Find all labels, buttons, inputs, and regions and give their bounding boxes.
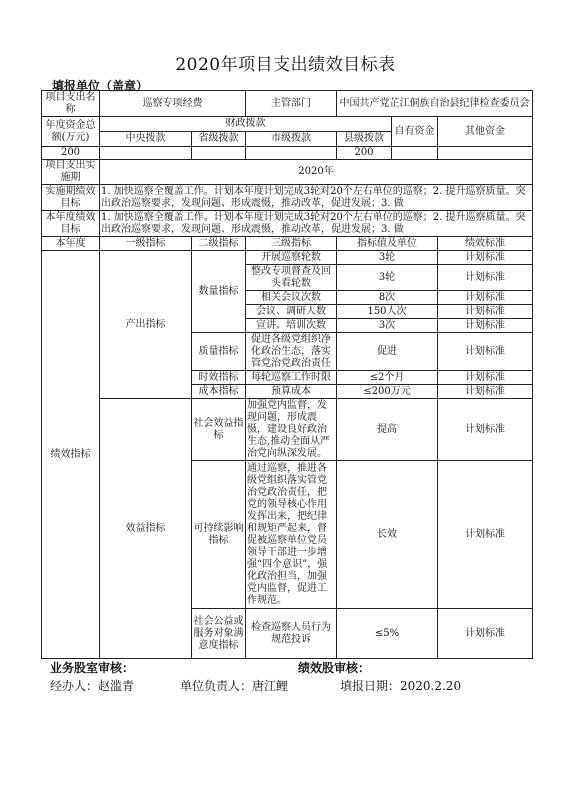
- total-value: 200: [42, 147, 100, 160]
- indicator-name: 每轮巡察工作时限: [246, 371, 337, 385]
- self-funds-label: 自有资金: [392, 117, 438, 147]
- county-value: 200: [337, 147, 392, 160]
- indicator-standard: 计划标准: [438, 305, 533, 319]
- project-name: 巡察专项经费: [100, 91, 246, 117]
- col-standard: 绩效标准: [438, 237, 533, 251]
- funds-label: 年度资金总额(万元): [42, 117, 100, 147]
- indicator-standard: 计划标准: [438, 265, 533, 291]
- quality-indicator-label: 质量指标: [192, 333, 246, 371]
- indicator-value: 3轮: [337, 265, 438, 291]
- indicator-name: 促进各级党组织净化政治生态，落实管党治党政治责任: [246, 333, 337, 371]
- indicator-value: ≤5%: [337, 609, 438, 659]
- indicator-standard: 计划标准: [438, 333, 533, 371]
- quantity-indicator-label: 数量指标: [192, 251, 246, 333]
- perf-review-label: 绩效股审核：: [298, 661, 371, 675]
- biz-review-label: 业务股室审核：: [50, 661, 135, 675]
- indicator-value: ≤200万元: [337, 385, 438, 399]
- long-goal-text: 1. 加快巡察全覆盖工作。计划本年度计划完成3轮对20个左右单位的巡察；2. 提升巡察质量。突出政治巡察要求，发现问题、形成震慑，推动改革，促进发展；3. 做: [100, 185, 533, 211]
- period-value: 2020年: [100, 160, 533, 185]
- indicator-value: 8次: [337, 291, 438, 305]
- indicator-standard: 计划标准: [438, 461, 533, 609]
- indicator-value: 提高: [337, 399, 438, 461]
- benefit-indicator-label: 效益指标: [100, 399, 192, 659]
- performance-table: [41, 90, 533, 659]
- sustain-indicator-label: 可持续影响指标: [192, 461, 246, 609]
- leader-label: 单位负责人：唐江鲤: [180, 679, 289, 693]
- dept-label: 主管部门: [246, 91, 337, 117]
- col-level2: 二级指标: [192, 237, 246, 251]
- indicator-name: 加强党内监督，发现问题，形成震慑，建设良好政治生态,推动全面从严治党向纵深发展。: [246, 399, 337, 461]
- indicator-name: 检查巡察人员行为规范投诉: [246, 609, 337, 659]
- perf-indicator-label: 绩效指标: [42, 251, 100, 659]
- province-label: 省级拨款: [192, 132, 246, 147]
- county-label: 县级拨款: [337, 132, 392, 147]
- indicator-name: 会议、调研人数: [246, 305, 337, 319]
- indicator-value: 促进: [337, 333, 438, 371]
- indicator-standard: 计划标准: [438, 319, 533, 333]
- col-value: 指标值及单位: [337, 237, 438, 251]
- indicator-value: 150人次: [337, 305, 438, 319]
- indicator-value: ≤2个月: [337, 371, 438, 385]
- year-goal-label: 本年度绩效目标: [42, 211, 100, 237]
- indicator-standard: 计划标准: [438, 385, 533, 399]
- indicator-value: 3次: [337, 319, 438, 333]
- indicator-standard: 计划标准: [438, 251, 533, 265]
- output-indicator-label: 产出指标: [100, 251, 192, 399]
- city-label: 市级拨款: [246, 132, 337, 147]
- timeliness-indicator-label: 时效指标: [192, 371, 246, 385]
- date-label: 填报日期：2020.2.20: [340, 679, 462, 693]
- long-goal-label: 实施期绩效目标: [42, 185, 100, 211]
- indicator-standard: 计划标准: [438, 609, 533, 659]
- indicator-standard: 计划标准: [438, 399, 533, 461]
- indicator-name: 通过巡察，推进各级党组织落实管党治党政治责任，把党的领导核心作用发挥出来，把纪律和规矩严起来，督促被巡察单位党员领导干部进一步增强“四个意识”，强化政治担当，加强党内监督，促进工作规范。: [246, 461, 337, 609]
- col-level3: 三级指标: [246, 237, 337, 251]
- cost-indicator-label: 成本指标: [192, 385, 246, 399]
- other-funds-label: 其他资金: [438, 117, 533, 147]
- fiscal-label: 财政拨款: [100, 117, 392, 132]
- indicator-name: 相关会议次数: [246, 291, 337, 305]
- period-label: 项目支出实施期: [42, 160, 100, 185]
- indicator-name: 整改专项督查及回头看轮数: [246, 265, 337, 291]
- year-goal-text: 1. 加快巡察全覆盖工作。计划本年度计划完成3轮对20个左右单位的巡察；2. 提升巡察质量。突出政治巡察要求，发现问题、形成震慑，推动改革，促进发展；3. 做: [100, 211, 533, 237]
- page-title: 2020年项目支出绩效目标表: [175, 55, 396, 75]
- indicator-standard: 计划标准: [438, 371, 533, 385]
- social-indicator-label: 社会效益指标: [192, 399, 246, 461]
- indicator-value: 长效: [337, 461, 438, 609]
- central-label: 中央拨款: [100, 132, 192, 147]
- indicator-standard: 计划标准: [438, 291, 533, 305]
- indicator-name: 宣讲、培训次数: [246, 319, 337, 333]
- handler-label: 经办人：赵滥青: [50, 679, 135, 693]
- indicator-value: 3轮: [337, 251, 438, 265]
- satisfaction-indicator-label: 社会公益或服务对象满意度指标: [192, 609, 246, 659]
- col-year: 本年度: [42, 237, 100, 251]
- col-level1: 一级指标: [100, 237, 192, 251]
- indicator-name: 预算成本: [246, 385, 337, 399]
- project-name-label: 项目支出名称: [42, 91, 100, 117]
- fill-unit-label: 填报单位（盖章）: [52, 79, 149, 93]
- indicator-name: 开展巡察轮数: [246, 251, 337, 265]
- dept-name: 中国共产党芷江侗族自治县纪律检查委员会: [337, 91, 533, 117]
